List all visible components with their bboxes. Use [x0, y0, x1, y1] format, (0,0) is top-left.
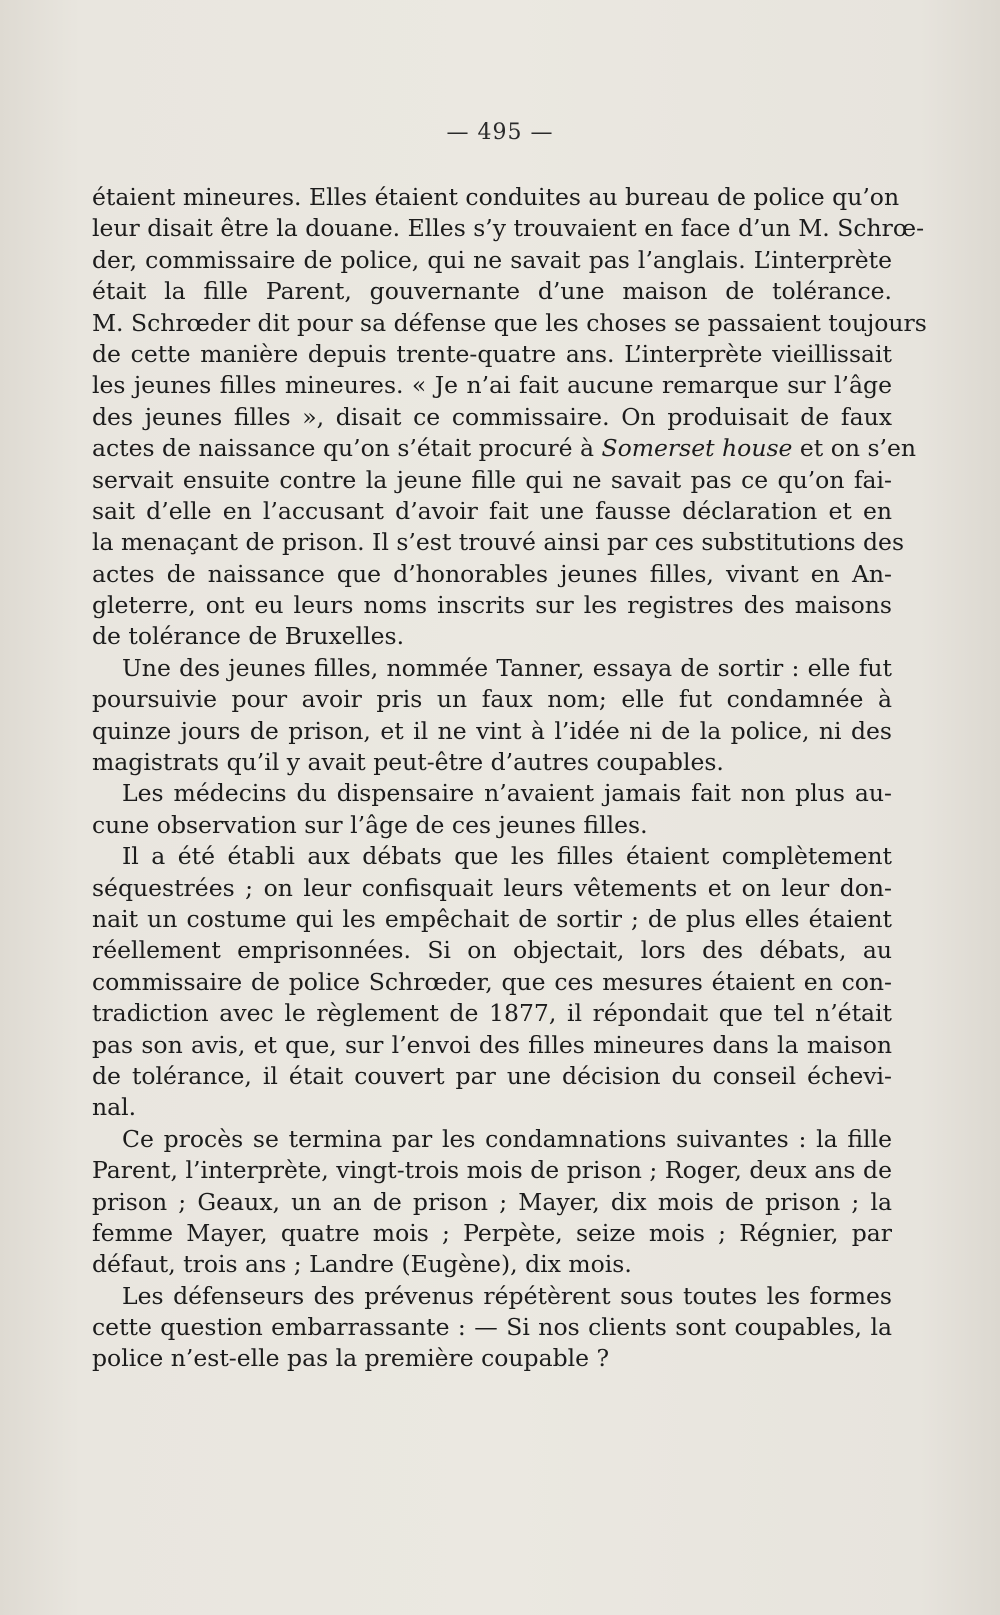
text-line: pas son avis, et que, sur l’envoi des filles mineures dans la maison — [92, 1030, 892, 1059]
text-line: séquestrées ; on leur confisquait leurs vêtements et on leur don- — [92, 873, 892, 902]
text-line: gleterre, ont eu leurs noms inscrits sur les registres des maisons — [92, 591, 892, 620]
text-line: nait un costume qui les empêchait de sortir ; de plus elles étaient — [92, 904, 892, 933]
text-line: quinze jours de prison, et il ne vint à l’idée ni de la police, ni des — [92, 716, 892, 745]
text-line: était la fille Parent, gouvernante d’une maison de tolérance. — [92, 277, 892, 306]
text-line: M. Schrœder dit pour sa défense que les choses se passaient toujours — [92, 308, 927, 337]
text-fragment: actes de naissance qu’on s’était procuré à — [92, 434, 602, 463]
text-fragment: et on s’en — [792, 434, 917, 463]
text-line: la menaçant de prison. Il s’est trouvé ainsi par ces substitutions des — [92, 528, 905, 557]
text-line: les jeunes filles mineures. « Je n’ai fait aucune remarque sur l’âge — [92, 371, 892, 400]
text-line: magistrats qu’il y avait peut-être d’autres coupables. — [92, 748, 724, 777]
text-line: Il a été établi aux débats que les filles étaient complètement — [122, 842, 892, 871]
text-line: leur disait être la douane. Elles s’y trouvaient en face d’un M. Schrœ- — [92, 214, 925, 243]
text-line: Ce procès se termina par les condamnations suivantes : la fille — [122, 1124, 892, 1153]
text-line: de cette manière depuis trente-quatre ans. L’interprète vieillissait — [92, 339, 892, 368]
text-line: prison ; Geaux, un an de prison ; Mayer, dix mois de prison ; la — [92, 1187, 892, 1216]
text-line: commissaire de police Schrœder, que ces mesures étaient en con- — [92, 967, 892, 996]
page-number: — 495 — — [446, 120, 554, 145]
text-line: cune observation sur l’âge de ces jeunes filles. — [92, 810, 648, 839]
text-line: actes de naissance que d’honorables jeunes filles, vivant en An- — [92, 559, 892, 588]
text-line: sait d’elle en l’accusant d’avoir fait une fausse déclaration et en — [92, 496, 892, 525]
text-line: police n’est-elle pas la première coupable ? — [92, 1344, 610, 1373]
text-line: poursuivie pour avoir pris un faux nom; elle fut condamnée à — [92, 685, 892, 714]
text-line: tradiction avec le règlement de 1877, il répondait que tel n’était — [92, 999, 892, 1028]
text-line: des jeunes filles », disait ce commissaire. On produisait de faux — [92, 402, 892, 431]
text-line: défaut, trois ans ; Landre (Eugène), dix mois. — [92, 1250, 632, 1279]
text-line-with-italic — [92, 433, 917, 464]
text-line: servait ensuite contre la jeune fille qui ne savait pas ce qu’on fai- — [92, 465, 892, 494]
text-line: Parent, l’interprète, vingt-trois mois de prison ; Roger, deux ans de — [92, 1156, 892, 1185]
text-line: étaient mineures. Elles étaient conduites au bureau de police qu’on — [92, 183, 900, 211]
text-line: der, commissaire de police, qui ne savait pas l’anglais. L’interprète — [92, 245, 892, 274]
italic-place-name: Somerset house — [601, 434, 793, 463]
text-line: nal. — [92, 1093, 137, 1122]
body-text — [92, 182, 927, 1375]
text-line: cette question embarrassante : — Si nos clients sont coupables, la — [92, 1313, 892, 1342]
text-line: Les défenseurs des prévenus répétèrent sous toutes les formes — [122, 1281, 892, 1310]
text-line: de tolérance, il était couvert par une décision du conseil échevi- — [92, 1061, 892, 1090]
text-line: femme Mayer, quatre mois ; Perpète, seize mois ; Régnier, par — [92, 1218, 892, 1247]
text-line: Les médecins du dispensaire n’avaient jamais fait non plus au- — [122, 779, 892, 808]
text-line: de tolérance de Bruxelles. — [92, 622, 405, 651]
text-line: réellement emprisonnées. Si on objectait, lors des débats, au — [92, 936, 892, 965]
text-line: Une des jeunes filles, nommée Tanner, essaya de sortir : elle fut — [122, 653, 892, 682]
